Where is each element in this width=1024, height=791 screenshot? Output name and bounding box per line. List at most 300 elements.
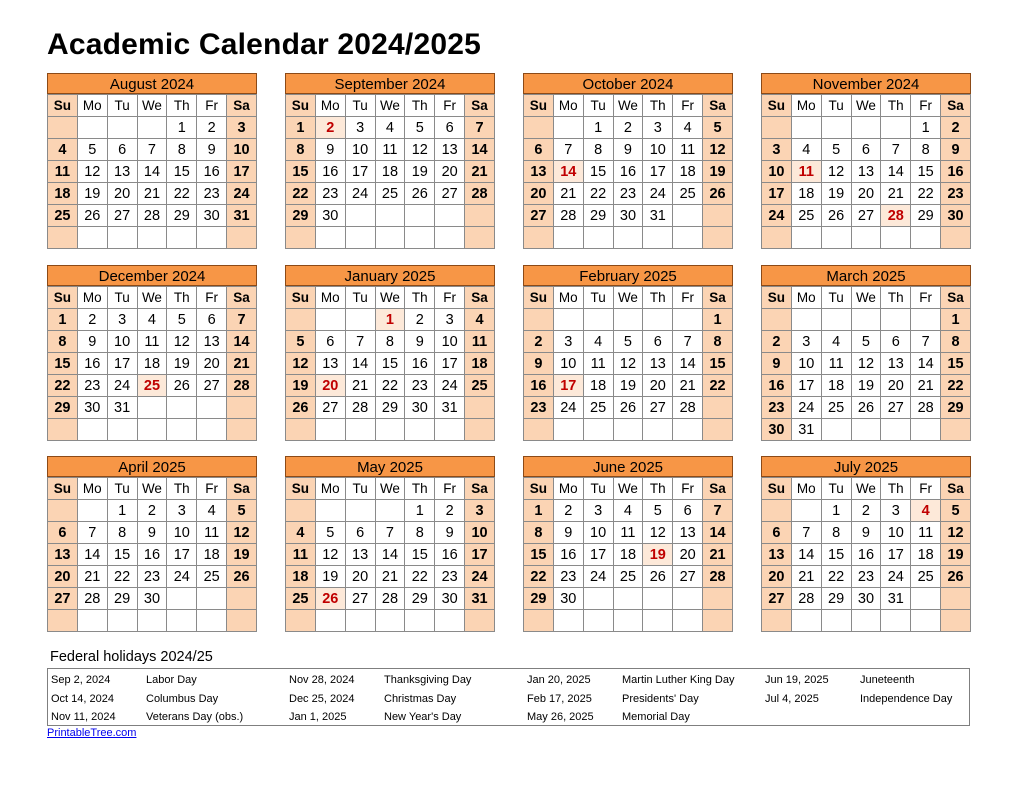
day-cell: 29: [286, 205, 316, 227]
holiday-row: [527, 671, 763, 690]
day-cell: 16: [524, 375, 554, 397]
day-cell: 18: [613, 544, 643, 566]
weekday-header: We: [851, 287, 881, 309]
weekday-header: Mo: [77, 95, 107, 117]
weekday-header: We: [375, 95, 405, 117]
empty-cell: [911, 610, 941, 632]
day-cell: 29: [821, 588, 851, 610]
empty-cell: [881, 227, 911, 249]
day-cell: 1: [583, 117, 613, 139]
empty-cell: [405, 610, 435, 632]
empty-cell: [375, 227, 405, 249]
empty-cell: [583, 309, 613, 331]
weekday-header: We: [137, 478, 167, 500]
day-cell: 25: [791, 205, 821, 227]
day-cell: 14: [345, 353, 375, 375]
empty-cell: [524, 419, 554, 441]
day-cell: 9: [435, 522, 465, 544]
empty-cell: [524, 309, 554, 331]
weekday-header: Th: [405, 95, 435, 117]
day-cell: 9: [137, 522, 167, 544]
day-cell: 30: [762, 419, 792, 441]
day-cell: 3: [107, 309, 137, 331]
empty-cell: [553, 309, 583, 331]
holiday-name: Juneteenth: [860, 674, 915, 686]
month-calendar: [285, 73, 495, 249]
day-cell: 6: [881, 331, 911, 353]
empty-cell: [553, 227, 583, 249]
holiday-date: Jul 4, 2025: [765, 692, 819, 705]
day-cell: 20: [197, 353, 227, 375]
day-cell: 24: [583, 566, 613, 588]
day-cell: 17: [465, 544, 495, 566]
day-cell: 10: [465, 522, 495, 544]
day-cell: 8: [821, 522, 851, 544]
day-cell: 27: [762, 588, 792, 610]
day-cell: 25: [673, 183, 703, 205]
empty-cell: [762, 117, 792, 139]
empty-cell: [791, 309, 821, 331]
day-cell: 15: [941, 353, 971, 375]
empty-cell: [315, 610, 345, 632]
empty-cell: [911, 419, 941, 441]
day-cell: 28: [345, 397, 375, 419]
empty-cell: [137, 227, 167, 249]
day-cell: 9: [315, 139, 345, 161]
day-cell: 23: [553, 566, 583, 588]
empty-cell: [553, 419, 583, 441]
weekday-header: Mo: [315, 287, 345, 309]
weekday-header: Th: [405, 287, 435, 309]
day-cell: 23: [315, 183, 345, 205]
day-cell: 19: [821, 183, 851, 205]
empty-cell: [911, 588, 941, 610]
day-cell: 16: [315, 161, 345, 183]
weekday-header: Fr: [435, 478, 465, 500]
day-cell: 28: [791, 588, 821, 610]
weekday-header: We: [613, 287, 643, 309]
day-cell: 7: [345, 331, 375, 353]
day-cell: 4: [821, 331, 851, 353]
day-cell: 9: [405, 331, 435, 353]
day-cell: 3: [643, 117, 673, 139]
empty-cell: [643, 419, 673, 441]
weekday-header: Su: [524, 478, 554, 500]
empty-cell: [762, 500, 792, 522]
weekday-header: Sa: [227, 478, 257, 500]
weekday-header: Mo: [315, 478, 345, 500]
day-cell: 18: [286, 566, 316, 588]
empty-cell: [524, 227, 554, 249]
empty-cell: [435, 205, 465, 227]
day-cell: 13: [762, 544, 792, 566]
day-cell: 4: [613, 500, 643, 522]
day-cell: 1: [524, 500, 554, 522]
day-cell: 2: [137, 500, 167, 522]
empty-cell: [375, 419, 405, 441]
day-cell: 26: [643, 566, 673, 588]
day-cell: 16: [851, 544, 881, 566]
weekday-header: Fr: [197, 478, 227, 500]
day-cell: 5: [405, 117, 435, 139]
day-cell: 17: [553, 375, 583, 397]
day-cell: 15: [821, 544, 851, 566]
holiday-row: [289, 690, 525, 709]
day-cell: 19: [613, 375, 643, 397]
weekday-header: Th: [881, 287, 911, 309]
weekday-header: Su: [286, 287, 316, 309]
day-cell: 15: [911, 161, 941, 183]
weekday-header: We: [375, 478, 405, 500]
weekday-header: Su: [762, 478, 792, 500]
day-cell: 14: [553, 161, 583, 183]
empty-cell: [643, 588, 673, 610]
day-cell: 5: [643, 500, 673, 522]
holiday-name: New Year's Day: [384, 711, 462, 723]
day-cell: 7: [673, 331, 703, 353]
day-cell: 6: [435, 117, 465, 139]
day-cell: 2: [941, 117, 971, 139]
holiday-date: Dec 25, 2024: [289, 692, 355, 705]
holiday-date: Nov 28, 2024: [289, 674, 355, 686]
day-cell: 17: [345, 161, 375, 183]
day-cell: 31: [227, 205, 257, 227]
empty-cell: [791, 117, 821, 139]
day-cell: 10: [345, 139, 375, 161]
weekday-header: Sa: [941, 478, 971, 500]
empty-cell: [762, 227, 792, 249]
day-cell: 17: [167, 544, 197, 566]
day-cell: 2: [405, 309, 435, 331]
day-cell: 18: [48, 183, 78, 205]
weekday-header: Tu: [107, 478, 137, 500]
month-grid: [761, 94, 971, 249]
holiday-date: Feb 17, 2025: [527, 692, 592, 705]
empty-cell: [465, 419, 495, 441]
day-cell: 19: [286, 375, 316, 397]
day-cell: 18: [821, 375, 851, 397]
day-cell: 29: [48, 397, 78, 419]
day-cell: 6: [851, 139, 881, 161]
day-cell: 6: [524, 139, 554, 161]
holiday-column: [765, 671, 1001, 708]
empty-cell: [821, 419, 851, 441]
empty-cell: [673, 205, 703, 227]
empty-cell: [197, 227, 227, 249]
day-cell: 10: [553, 353, 583, 375]
day-cell: 24: [553, 397, 583, 419]
day-cell: 27: [197, 375, 227, 397]
day-cell: 8: [405, 522, 435, 544]
month-grid: [285, 477, 495, 632]
empty-cell: [465, 610, 495, 632]
holiday-row: [765, 671, 1001, 690]
day-cell: 3: [762, 139, 792, 161]
month-title: May 2025: [285, 456, 495, 477]
day-cell: 1: [167, 117, 197, 139]
empty-cell: [286, 419, 316, 441]
weekday-header: Mo: [791, 478, 821, 500]
day-cell: 27: [345, 588, 375, 610]
weekday-header: Tu: [821, 95, 851, 117]
empty-cell: [703, 397, 733, 419]
day-cell: 16: [77, 353, 107, 375]
empty-cell: [167, 419, 197, 441]
day-cell: 1: [375, 309, 405, 331]
day-cell: 12: [286, 353, 316, 375]
day-cell: 22: [941, 375, 971, 397]
empty-cell: [583, 227, 613, 249]
day-cell: 24: [643, 183, 673, 205]
holiday-name: Independence Day: [860, 692, 953, 705]
day-cell: 22: [375, 375, 405, 397]
day-cell: 5: [167, 309, 197, 331]
month-calendar: [47, 73, 257, 249]
day-cell: 21: [227, 353, 257, 375]
empty-cell: [77, 419, 107, 441]
empty-cell: [315, 309, 345, 331]
day-cell: 3: [435, 309, 465, 331]
day-cell: 4: [137, 309, 167, 331]
day-cell: 30: [77, 397, 107, 419]
day-cell: 24: [167, 566, 197, 588]
weekday-header: Mo: [77, 478, 107, 500]
empty-cell: [48, 117, 78, 139]
day-cell: 21: [673, 375, 703, 397]
day-cell: 9: [941, 139, 971, 161]
empty-cell: [851, 610, 881, 632]
holiday-date: May 26, 2025: [527, 711, 594, 723]
day-cell: 13: [345, 544, 375, 566]
day-cell: 15: [703, 353, 733, 375]
day-cell: 24: [762, 205, 792, 227]
day-cell: 4: [673, 117, 703, 139]
empty-cell: [791, 500, 821, 522]
day-cell: 22: [405, 566, 435, 588]
day-cell: 10: [881, 522, 911, 544]
day-cell: 5: [941, 500, 971, 522]
day-cell: 29: [405, 588, 435, 610]
empty-cell: [881, 117, 911, 139]
day-cell: 28: [77, 588, 107, 610]
weekday-header: Fr: [911, 478, 941, 500]
month-grid: [285, 94, 495, 249]
month-grid: [761, 286, 971, 441]
day-cell: 22: [524, 566, 554, 588]
day-cell: 8: [167, 139, 197, 161]
day-cell: 12: [315, 544, 345, 566]
day-cell: 24: [107, 375, 137, 397]
day-cell: 7: [77, 522, 107, 544]
empty-cell: [405, 205, 435, 227]
holiday-name: Presidents' Day: [622, 692, 699, 705]
day-cell: 15: [167, 161, 197, 183]
day-cell: 9: [77, 331, 107, 353]
day-cell: 17: [435, 353, 465, 375]
empty-cell: [77, 227, 107, 249]
month-title: February 2025: [523, 265, 733, 286]
day-cell: 14: [881, 161, 911, 183]
source-link[interactable]: PrintableTree.com: [47, 727, 137, 739]
empty-cell: [941, 610, 971, 632]
empty-cell: [137, 610, 167, 632]
day-cell: 9: [613, 139, 643, 161]
empty-cell: [405, 227, 435, 249]
month-title: July 2025: [761, 456, 971, 477]
day-cell: 12: [167, 331, 197, 353]
day-cell: 28: [375, 588, 405, 610]
day-cell: 16: [613, 161, 643, 183]
day-cell: 19: [643, 544, 673, 566]
empty-cell: [107, 227, 137, 249]
weekday-header: We: [137, 287, 167, 309]
empty-cell: [941, 419, 971, 441]
weekday-header: Tu: [583, 95, 613, 117]
day-cell: 23: [613, 183, 643, 205]
day-cell: 17: [643, 161, 673, 183]
empty-cell: [851, 419, 881, 441]
weekday-header: Su: [48, 287, 78, 309]
weekday-header: Th: [881, 95, 911, 117]
holiday-date: Jan 1, 2025: [289, 711, 347, 723]
weekday-header: Fr: [673, 478, 703, 500]
empty-cell: [703, 610, 733, 632]
day-cell: 5: [821, 139, 851, 161]
empty-cell: [197, 588, 227, 610]
day-cell: 2: [315, 117, 345, 139]
day-cell: 5: [613, 331, 643, 353]
day-cell: 22: [48, 375, 78, 397]
day-cell: 28: [703, 566, 733, 588]
empty-cell: [613, 309, 643, 331]
day-cell: 20: [345, 566, 375, 588]
empty-cell: [673, 419, 703, 441]
empty-cell: [48, 419, 78, 441]
day-cell: 6: [107, 139, 137, 161]
empty-cell: [613, 419, 643, 441]
day-cell: 18: [137, 353, 167, 375]
day-cell: 24: [791, 397, 821, 419]
day-cell: 29: [167, 205, 197, 227]
month-grid: [47, 477, 257, 632]
holiday-date: Oct 14, 2024: [51, 692, 114, 705]
day-cell: 4: [911, 500, 941, 522]
day-cell: 3: [345, 117, 375, 139]
day-cell: 28: [881, 205, 911, 227]
day-cell: 7: [137, 139, 167, 161]
day-cell: 12: [941, 522, 971, 544]
weekday-header: Su: [762, 287, 792, 309]
day-cell: 1: [107, 500, 137, 522]
weekday-header: Sa: [703, 478, 733, 500]
empty-cell: [227, 588, 257, 610]
day-cell: 14: [137, 161, 167, 183]
day-cell: 27: [524, 205, 554, 227]
empty-cell: [286, 309, 316, 331]
day-cell: 20: [315, 375, 345, 397]
day-cell: 16: [197, 161, 227, 183]
day-cell: 22: [167, 183, 197, 205]
holiday-name: Columbus Day: [146, 692, 219, 705]
day-cell: 21: [881, 183, 911, 205]
empty-cell: [197, 397, 227, 419]
day-cell: 6: [643, 331, 673, 353]
day-cell: 25: [286, 588, 316, 610]
month-calendar: [761, 73, 971, 249]
day-cell: 30: [613, 205, 643, 227]
empty-cell: [524, 117, 554, 139]
day-cell: 10: [762, 161, 792, 183]
empty-cell: [911, 309, 941, 331]
weekday-header: Mo: [315, 95, 345, 117]
day-cell: 22: [821, 566, 851, 588]
day-cell: 3: [583, 500, 613, 522]
day-cell: 23: [851, 566, 881, 588]
day-cell: 1: [821, 500, 851, 522]
empty-cell: [345, 500, 375, 522]
empty-cell: [583, 419, 613, 441]
day-cell: 20: [524, 183, 554, 205]
day-cell: 1: [703, 309, 733, 331]
day-cell: 24: [227, 183, 257, 205]
day-cell: 28: [137, 205, 167, 227]
day-cell: 25: [911, 566, 941, 588]
day-cell: 30: [137, 588, 167, 610]
weekday-header: Th: [167, 478, 197, 500]
day-cell: 21: [465, 161, 495, 183]
day-cell: 6: [197, 309, 227, 331]
day-cell: 24: [465, 566, 495, 588]
day-cell: 9: [197, 139, 227, 161]
day-cell: 7: [881, 139, 911, 161]
empty-cell: [48, 610, 78, 632]
day-cell: 12: [703, 139, 733, 161]
day-cell: 16: [137, 544, 167, 566]
empty-cell: [613, 227, 643, 249]
holiday-column: [51, 671, 287, 727]
day-cell: 27: [107, 205, 137, 227]
empty-cell: [167, 397, 197, 419]
weekday-header: We: [613, 478, 643, 500]
day-cell: 4: [465, 309, 495, 331]
weekday-header: We: [851, 478, 881, 500]
empty-cell: [791, 227, 821, 249]
day-cell: 29: [375, 397, 405, 419]
day-cell: 29: [524, 588, 554, 610]
day-cell: 21: [911, 375, 941, 397]
day-cell: 21: [137, 183, 167, 205]
holiday-name: Memorial Day: [622, 711, 690, 723]
day-cell: 27: [435, 183, 465, 205]
day-cell: 10: [583, 522, 613, 544]
empty-cell: [465, 397, 495, 419]
day-cell: 4: [583, 331, 613, 353]
day-cell: 19: [77, 183, 107, 205]
weekday-header: Sa: [703, 95, 733, 117]
day-cell: 20: [673, 544, 703, 566]
weekday-header: Sa: [703, 287, 733, 309]
empty-cell: [315, 500, 345, 522]
day-cell: 25: [48, 205, 78, 227]
empty-cell: [315, 419, 345, 441]
empty-cell: [167, 227, 197, 249]
day-cell: 19: [851, 375, 881, 397]
day-cell: 14: [77, 544, 107, 566]
day-cell: 27: [881, 397, 911, 419]
day-cell: 19: [315, 566, 345, 588]
day-cell: 11: [911, 522, 941, 544]
weekday-header: Sa: [465, 95, 495, 117]
